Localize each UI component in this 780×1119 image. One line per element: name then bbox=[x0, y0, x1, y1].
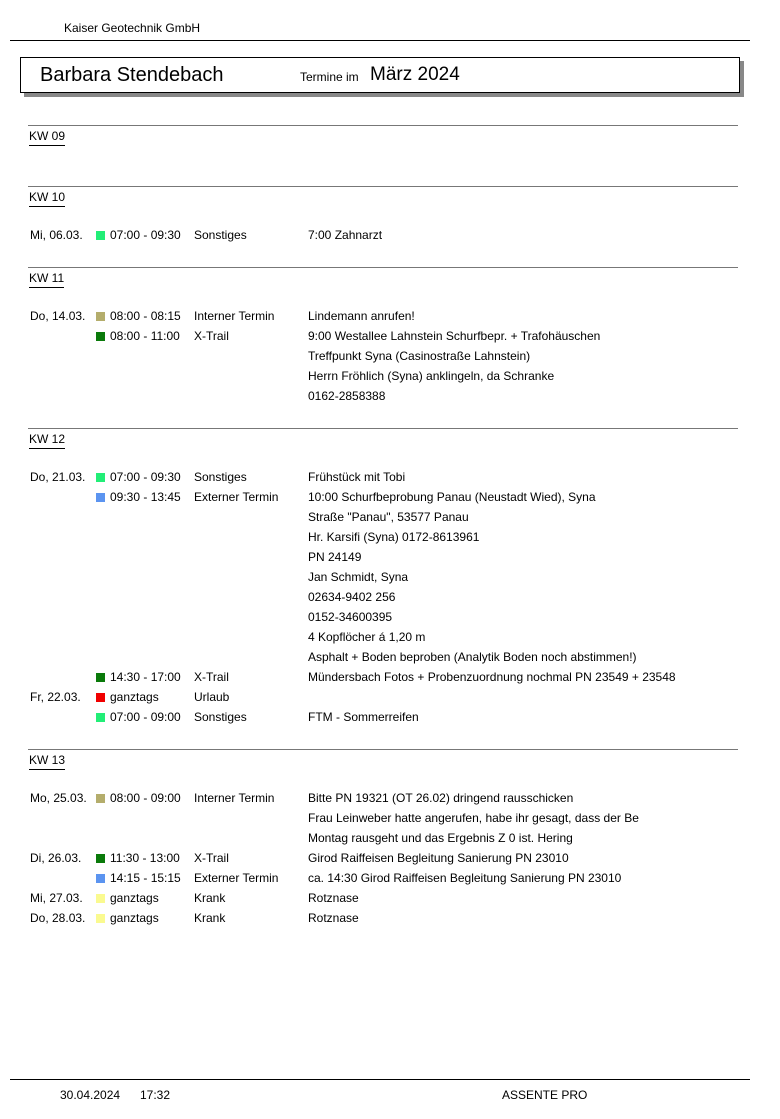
appointment-row bbox=[28, 647, 738, 667]
appointment-row bbox=[28, 366, 738, 386]
appointment-row bbox=[28, 627, 738, 647]
appointment-time: 14:30 - 17:00 bbox=[110, 670, 181, 684]
appointment-category: X-Trail bbox=[194, 670, 229, 684]
appointment-note: Hr. Karsifi (Syna) 0172-8613961 bbox=[308, 530, 480, 544]
month-title: März 2024 bbox=[370, 64, 460, 85]
appointment-rows bbox=[28, 750, 738, 950]
appointment-note: Treffpunkt Syna (Casinostraße Lahnstein) bbox=[308, 349, 531, 363]
week-section bbox=[28, 428, 738, 749]
appointment-time: 11:30 - 13:00 bbox=[110, 851, 180, 865]
appointment-row bbox=[28, 607, 738, 627]
appointment-row bbox=[28, 828, 738, 848]
appointment-category: Sonstiges bbox=[194, 710, 247, 724]
appointment-date: Do, 28.03. bbox=[30, 911, 86, 925]
appointment-note: Rotznase bbox=[308, 911, 359, 925]
appointment-category: X-Trail bbox=[194, 851, 229, 865]
appointment-note: Frau Leinweber hatte angerufen, habe ihr gesagt, dass der Be bbox=[308, 811, 639, 825]
appointment-category: Externer Termin bbox=[194, 871, 279, 885]
week-list bbox=[0, 125, 780, 950]
category-color-swatch bbox=[96, 713, 105, 722]
appointment-row bbox=[28, 225, 738, 245]
category-color-swatch bbox=[96, 473, 105, 482]
appointment-row bbox=[28, 707, 738, 727]
category-color-swatch bbox=[96, 794, 105, 803]
appointment-date: Fr, 22.03. bbox=[30, 690, 81, 704]
appointment-rows bbox=[28, 429, 738, 749]
appointment-row bbox=[28, 888, 738, 908]
appointment-note: Herrn Fröhlich (Syna) anklingeln, da Schranke bbox=[308, 369, 555, 383]
appointment-category: Interner Termin bbox=[194, 309, 275, 323]
appointment-note: 0162-2858388 bbox=[308, 389, 386, 403]
appointment-category: Interner Termin bbox=[194, 791, 275, 805]
appointment-note: 7:00 Zahnarzt bbox=[308, 228, 383, 242]
week-label: KW 09 bbox=[29, 129, 65, 146]
appointment-row bbox=[28, 487, 738, 507]
appointment-row bbox=[28, 507, 738, 527]
appointment-category: Urlaub bbox=[194, 690, 230, 704]
appointment-category: Sonstiges bbox=[194, 228, 247, 242]
appointment-rows bbox=[28, 268, 738, 428]
category-color-swatch bbox=[96, 493, 105, 502]
appointment-category: Krank bbox=[194, 911, 226, 925]
appointment-time: 14:15 - 15:15 bbox=[110, 871, 181, 885]
appointment-category: X-Trail bbox=[194, 329, 229, 343]
appointment-note: Girod Raiffeisen Begleitung Sanierung PN 23010 bbox=[308, 851, 569, 865]
category-color-swatch bbox=[96, 874, 105, 883]
appointment-rows bbox=[28, 126, 738, 186]
appointment-note: Straße "Panau", 53577 Panau bbox=[308, 510, 469, 524]
appointment-note: 4 Kopflöcher á 1,20 m bbox=[308, 630, 426, 644]
appointment-row bbox=[28, 788, 738, 808]
appointment-row bbox=[28, 908, 738, 928]
appointment-note: FTM - Sommerreifen bbox=[308, 710, 419, 724]
appointment-time: 07:00 - 09:30 bbox=[110, 228, 181, 242]
week-section bbox=[28, 186, 738, 267]
week-section bbox=[28, 267, 738, 428]
appointment-note: Montag rausgeht und das Ergebnis Z 0 ist. Hering bbox=[308, 831, 573, 845]
print-time: 17:32 bbox=[140, 1088, 171, 1102]
termine-label: Termine im bbox=[300, 70, 359, 84]
category-color-swatch bbox=[96, 693, 105, 702]
appointment-note: 02634-9402 256 bbox=[308, 590, 396, 604]
appointment-note: ca. 14:30 Girod Raiffeisen Begleitung Sanierung PN 23010 bbox=[308, 871, 622, 885]
appointment-note: Frühstück mit Tobi bbox=[308, 470, 406, 484]
appointment-note: 10:00 Schurfbeprobung Panau (Neustadt Wied), Syna bbox=[308, 490, 596, 504]
appointment-time: 08:00 - 08:15 bbox=[110, 309, 181, 323]
appointment-time: ganztags bbox=[110, 690, 159, 704]
appointment-note: Asphalt + Boden beproben (Analytik Boden noch abstimmen!) bbox=[308, 650, 637, 664]
appointment-date: Mo, 25.03. bbox=[30, 791, 87, 805]
appointment-row bbox=[28, 467, 738, 487]
week-label: KW 13 bbox=[29, 753, 65, 770]
appointment-row bbox=[28, 687, 738, 707]
appointment-date: Di, 26.03. bbox=[30, 851, 82, 865]
category-color-swatch bbox=[96, 894, 105, 903]
title-box bbox=[20, 57, 740, 93]
appointment-note: Lindemann anrufen! bbox=[308, 309, 415, 323]
company-name: Kaiser Geotechnik GmbH bbox=[64, 21, 201, 35]
appointment-row bbox=[28, 527, 738, 547]
appointment-time: 07:00 - 09:00 bbox=[110, 710, 181, 724]
appointment-row bbox=[28, 386, 738, 406]
appointment-row bbox=[28, 667, 738, 687]
week-section bbox=[28, 125, 738, 186]
appointment-time: ganztags bbox=[110, 891, 159, 905]
week-label: KW 12 bbox=[29, 432, 65, 449]
appointment-note: Bitte PN 19321 (OT 26.02) dringend rausschicken bbox=[308, 791, 574, 805]
print-date: 30.04.2024 bbox=[60, 1088, 121, 1102]
appointment-row bbox=[28, 346, 738, 366]
appointment-note: 9:00 Westallee Lahnstein Schurfbepr. + Trafohäuschen bbox=[308, 329, 601, 343]
week-label: KW 10 bbox=[29, 190, 65, 207]
footer-divider bbox=[10, 1079, 750, 1080]
appointment-category: Sonstiges bbox=[194, 470, 247, 484]
person-name: Barbara Stendebach bbox=[40, 64, 224, 86]
appointment-note: PN 24149 bbox=[308, 550, 362, 564]
appointment-date: Mi, 06.03. bbox=[30, 228, 83, 242]
appointment-time: ganztags bbox=[110, 911, 159, 925]
appointment-row bbox=[28, 587, 738, 607]
category-color-swatch bbox=[96, 231, 105, 240]
appointment-row bbox=[28, 306, 738, 326]
appointment-date: Mi, 27.03. bbox=[30, 891, 83, 905]
appointment-row bbox=[28, 547, 738, 567]
appointment-time: 07:00 - 09:30 bbox=[110, 470, 181, 484]
category-color-swatch bbox=[96, 312, 105, 321]
category-color-swatch bbox=[96, 673, 105, 682]
appointment-rows bbox=[28, 187, 738, 267]
appointment-date: Do, 14.03. bbox=[30, 309, 86, 323]
appointment-category: Krank bbox=[194, 891, 226, 905]
week-section bbox=[28, 749, 738, 950]
appointment-note: Rotznase bbox=[308, 891, 359, 905]
category-color-swatch bbox=[96, 914, 105, 923]
appointment-time: 09:30 - 13:45 bbox=[110, 490, 181, 504]
appointment-note: Jan Schmidt, Syna bbox=[308, 570, 409, 584]
appointment-row bbox=[28, 848, 738, 868]
appointment-date: Do, 21.03. bbox=[30, 470, 86, 484]
app-name: ASSENTE PRO bbox=[502, 1088, 588, 1102]
appointment-time: 08:00 - 09:00 bbox=[110, 791, 181, 805]
category-color-swatch bbox=[96, 332, 105, 341]
week-label: KW 11 bbox=[29, 271, 64, 288]
appointment-time: 08:00 - 11:00 bbox=[110, 329, 180, 343]
category-color-swatch bbox=[96, 854, 105, 863]
appointment-row bbox=[28, 567, 738, 587]
appointment-note: Mündersbach Fotos + Probenzuordnung nochmal PN 23549 + 23548 bbox=[308, 670, 676, 684]
appointment-row bbox=[28, 326, 738, 346]
appointment-row bbox=[28, 808, 738, 828]
appointment-note: 0152-34600395 bbox=[308, 610, 393, 624]
appointment-row bbox=[28, 868, 738, 888]
header-divider bbox=[10, 40, 750, 41]
appointment-category: Externer Termin bbox=[194, 490, 279, 504]
